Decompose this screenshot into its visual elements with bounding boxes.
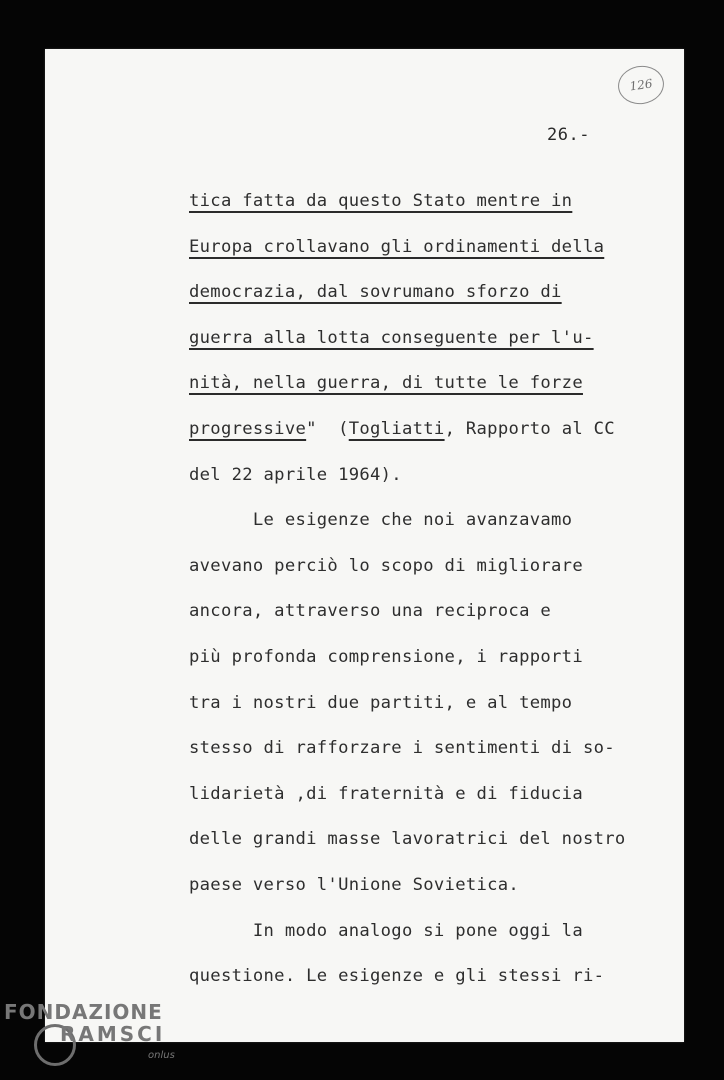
text-segment: lidarietà ,di fraternità e di fiducia bbox=[189, 783, 583, 804]
text-line bbox=[189, 373, 583, 393]
text-segment: delle grandi masse lavoratrici del nostro bbox=[189, 829, 626, 850]
text-segment: questione. Le esigenze e gli stessi ri- bbox=[189, 966, 605, 987]
underlined-text: Europa crollavano gli ordinamenti della bbox=[189, 236, 605, 257]
text-line bbox=[189, 829, 626, 849]
text-line bbox=[189, 237, 604, 257]
text-line bbox=[189, 419, 615, 439]
text-line bbox=[189, 282, 562, 302]
fondazione-gramsci-logo bbox=[4, 1000, 175, 1061]
text-line bbox=[189, 966, 604, 986]
text-segment: Le esigenze che noi avanzavamo bbox=[189, 510, 573, 531]
text-line bbox=[189, 875, 519, 895]
logo-line-1: FONDAZIONE bbox=[4, 1000, 163, 1024]
text-line bbox=[189, 647, 583, 667]
underlined-text: guerra alla lotta conseguente per l'u- bbox=[189, 327, 594, 348]
text-segment: paese verso l'Unione Sovietica. bbox=[189, 875, 520, 895]
text-segment: ancora, attraverso una reciproca e bbox=[189, 601, 552, 622]
text-segment: del 22 aprile 1964). bbox=[189, 464, 402, 485]
text-line bbox=[189, 921, 583, 941]
text-line bbox=[189, 328, 594, 348]
text-segment: , Rapporto al CC bbox=[444, 419, 615, 439]
logo-onlus: onlus bbox=[148, 1050, 175, 1061]
text-line bbox=[189, 693, 572, 713]
text-line bbox=[189, 191, 572, 211]
underlined-text: progressive bbox=[189, 419, 307, 439]
text-line bbox=[189, 556, 583, 576]
underlined-text: democrazia, dal sovrumano sforzo di bbox=[189, 282, 562, 303]
document-page bbox=[45, 49, 684, 1042]
text-line bbox=[189, 465, 402, 485]
page-number: 26.- bbox=[547, 125, 590, 145]
text-segment: tra i nostri due partiti, e al tempo bbox=[189, 692, 573, 713]
underlined-text: nità, nella guerra, di tutte le forze bbox=[189, 373, 583, 394]
text-segment: In modo analogo si pone oggi la bbox=[189, 920, 583, 941]
text-segment: " ( bbox=[306, 419, 349, 439]
text-line bbox=[189, 784, 583, 804]
logo-line-2: RAMSCI bbox=[60, 1022, 166, 1046]
text-segment: stesso di rafforzare i sentimenti di so- bbox=[189, 738, 615, 759]
underlined-text: tica fatta da questo Stato mentre in bbox=[189, 191, 573, 211]
text-segment: avevano perciò lo scopo di migliorare bbox=[189, 555, 583, 576]
text-line bbox=[189, 601, 551, 621]
underlined-text: Togliatti bbox=[348, 419, 445, 439]
archive-stamp: 126 bbox=[616, 63, 667, 107]
text-line bbox=[189, 510, 572, 530]
text-line bbox=[189, 738, 615, 758]
text-segment: più profonda comprensione, i rapporti bbox=[189, 647, 583, 667]
